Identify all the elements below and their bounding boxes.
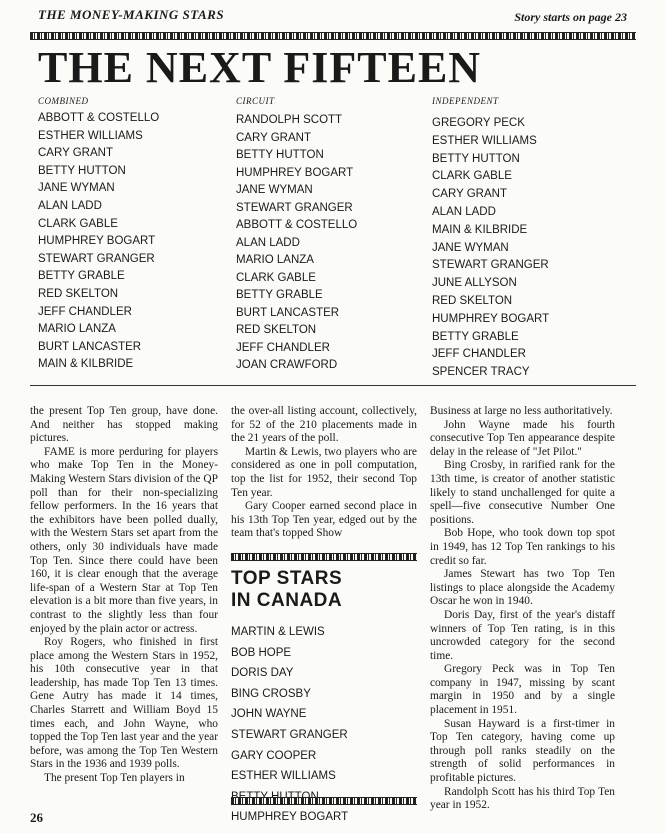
list-item: STEWART GRANGER: [432, 259, 549, 272]
list-item: JANE WYMAN: [38, 182, 115, 195]
canada-title: [231, 568, 342, 612]
list-item: BURT LANCASTER: [38, 340, 142, 353]
list-item: RANDOLPH SCOTT: [236, 114, 343, 126]
list-item: DORIS DAY: [231, 667, 294, 680]
list-item: JANE WYMAN: [236, 184, 313, 196]
list-item: MARIO LANZA: [236, 254, 314, 266]
paragraph: Martin & Lewis, two players who are considered as one in poll computation, top the list for 1952, their second Top Ten year.: [231, 445, 417, 499]
page-number: 26: [30, 810, 43, 825]
list-item: CARY GRANT: [432, 188, 507, 201]
canada-title-line-1: TOP STARS: [231, 568, 343, 589]
list-item: JUNE ALLYSON: [432, 277, 517, 290]
list-item: BETTY HUTTON: [236, 149, 324, 161]
list-item: RED SKELTON: [236, 324, 317, 336]
list-item: HUMPHREY BOGART: [236, 166, 354, 179]
list-item: MARTIN & LEWIS: [231, 626, 325, 638]
list-item: HUMPHREY BOGART: [432, 312, 550, 325]
paragraph: Doris Day, first of the year's distaff winners of Top Ten rating, is in this uncrowded category for the second time.: [430, 608, 615, 662]
list-item: JEFF CHANDLER: [432, 348, 526, 361]
combined-list: [38, 110, 159, 374]
combined-heading: COMBINED: [38, 96, 89, 106]
list-item: MAIN & KILBRIDE: [432, 223, 528, 236]
list-item: STEWART GRANGER: [38, 252, 155, 265]
article-column-3: [430, 405, 615, 813]
list-item: JEFF CHANDLER: [38, 305, 132, 318]
list-item: BETTY GRABLE: [236, 289, 323, 301]
independent-heading: INDEPENDENT: [432, 96, 499, 106]
list-item: CLARK GABLE: [236, 271, 316, 284]
list-item: ESTHER WILLIAMS: [432, 134, 537, 147]
list-item: BETTY HUTTON: [432, 152, 520, 165]
list-item: CLARK GABLE: [432, 170, 512, 183]
independent-list: [432, 115, 549, 382]
paragraph: Gary Cooper earned second place in his 13th Top Ten year, edged out by the team that's topped Show: [231, 500, 417, 540]
list-item: BETTY GRABLE: [432, 330, 519, 343]
paragraph: FAME is more perduring for players who make Top Ten in the Money-Making Western Stars division of the QP poll than for their non-specializing fellow performers. In the 16 years that the exhibitors have been polled dually, with the Western Stars set apart from the others, only 30 individuals have made Top Ten. Since there could have been 160, it is clear enough that the average life-span of a Western Star at Top Ten elevation is a bit more than five years, in contrast to the slightly less than four enjoyed by the plain actor or actress.: [30, 445, 218, 635]
paragraph: the over-all listing account, collectively, for 52 of the 210 placements made in the 21 years of the poll.: [231, 405, 417, 445]
circuit-list: [236, 112, 357, 375]
list-item: BETTY GRABLE: [38, 270, 125, 283]
paragraph: Roy Rogers, who finished in first place among the Western Stars in 1952, his 10th consecutive year in that leadership, has made Top Ten 13 times. Gene Autry has made it 14 times, Charles Starrett and William Boyd 15 times each, and John Wayne, who topped the Top Ten last year and the year before, was among the Top Ten Western Stars in the 1936 and 1939 polls.: [30, 636, 218, 771]
article-column-2: [231, 405, 417, 541]
paragraph: John Wayne made his fourth consecutive Top Ten appearance despite delay in the release of "Jet Pilot.": [430, 418, 615, 458]
canada-bottom-border: [231, 797, 417, 805]
list-item: GREGORY PECK: [432, 117, 525, 129]
list-item: JOHN WAYNE: [231, 708, 307, 721]
list-item: ESTHER WILLIAMS: [38, 129, 143, 142]
list-item: RED SKELTON: [432, 294, 513, 307]
paragraph: Business at large no less authoritatively.: [430, 405, 613, 417]
list-item: STEWART GRANGER: [236, 201, 353, 214]
canada-title-line-2: IN CANADA: [231, 590, 343, 611]
list-item: ALAN LADD: [236, 236, 300, 249]
paragraph: The present Top Ten players in: [44, 772, 185, 785]
list-item: CARY GRANT: [236, 131, 311, 144]
list-item: RED SKELTON: [38, 287, 119, 300]
paragraph: Susan Hayward is a first-timer in Top Ten category, having come up through poll ranks steadily on the strength of solid performances in profitable pictures.: [430, 717, 615, 785]
list-item: SPENCER TRACY: [432, 366, 530, 379]
list-item: HUMPHREY BOGART: [38, 235, 156, 248]
list-item: ALAN LADD: [38, 199, 102, 212]
paragraph: Randolph Scott has his third Top Ten year in 1952.: [430, 785, 615, 812]
paragraph: Gregory Peck was in Top Ten company in 1947, missing by scant margin in 1950 and by a single placement in 1951.: [430, 663, 615, 717]
list-item: BING CROSBY: [231, 687, 311, 700]
list-item: CARY GRANT: [38, 147, 113, 160]
list-item: BURT LANCASTER: [236, 306, 340, 319]
paragraph: the present Top Ten group, have done. And neither has stopped making pictures.: [30, 405, 218, 445]
list-item: ABBOTT & COSTELLO: [38, 112, 160, 124]
section-header: THE MONEY-MAKING STARS: [38, 7, 225, 22]
top-decorative-border: [30, 32, 636, 40]
list-item: ABBOTT & COSTELLO: [236, 219, 358, 231]
list-item: CLARK GABLE: [38, 217, 118, 230]
canada-top-border: [231, 553, 417, 561]
list-item: HUMPHREY BOGART: [231, 811, 349, 824]
paragraph: Bob Hope, who took down top spot in 1949, has 12 Top Ten rankings to his credit so far.: [430, 527, 615, 567]
list-item: MAIN & KILBRIDE: [38, 358, 134, 371]
list-item: ALAN LADD: [432, 205, 496, 218]
list-item: MARIO LANZA: [38, 323, 116, 336]
list-item: JEFF CHANDLER: [236, 341, 330, 354]
list-item: BOB HOPE: [231, 646, 292, 659]
list-item: BETTY HUTTON: [38, 164, 126, 177]
list-item: JOAN CRAWFORD: [236, 359, 338, 371]
list-item: ESTHER WILLIAMS: [231, 770, 336, 783]
story-reference: Story starts on page 23: [514, 10, 627, 24]
circuit-heading: CIRCUIT: [236, 96, 275, 106]
list-item: GARY COOPER: [231, 749, 317, 762]
list-item: JANE WYMAN: [432, 241, 509, 254]
page-title: THE NEXT FIFTEEN: [38, 43, 482, 92]
paragraph: James Stewart has two Top Ten listings to place alongside the Academy Oscar he won in 1940.: [430, 568, 615, 608]
section-divider: [30, 385, 636, 386]
list-item: STEWART GRANGER: [231, 728, 348, 741]
article-column-1: [30, 405, 218, 786]
paragraph: Bing Crosby, in rarified rank for the 13th time, is creator of another statistic likely to stand unchallenged for quite a spell—five consecutive Number One positions.: [430, 459, 615, 526]
